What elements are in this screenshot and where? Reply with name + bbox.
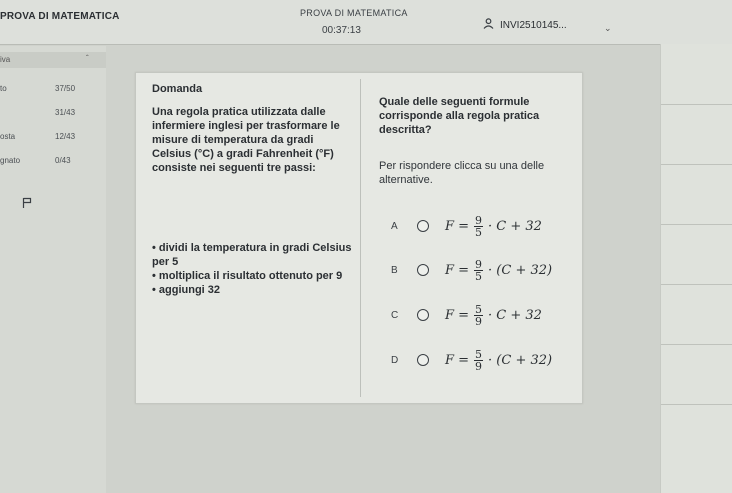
fraction-denominator: 5 [475,225,483,239]
radio-button[interactable] [417,354,429,366]
question-panel [135,72,583,404]
strip-divider [661,104,732,105]
fraction-numerator: 9 [475,213,483,227]
flag-icon[interactable] [22,196,32,214]
formula-rest: · (C + 32) [488,262,553,278]
sidebar-row-value: 31/43 [55,108,76,117]
panel-divider [360,79,361,397]
formula-rest: · C + 32 [488,218,542,234]
option-a[interactable] [391,209,571,243]
fraction-numerator: 9 [475,257,483,271]
user-menu[interactable] [483,18,567,32]
exam-title: PROVA DI MATEMATICA [300,8,408,18]
option-d[interactable] [391,343,571,377]
answer-prompt: Quale delle seguenti formule corrisponde alla regola pratica descritta? [379,96,540,136]
sidebar-row-label: osta [0,132,16,141]
user-icon [483,18,494,32]
sidebar-row-label: gnato [0,156,21,165]
strip-divider [661,344,732,345]
strip-divider [661,404,732,405]
sidebar-row-answered [0,130,106,150]
option-formula: F = $\frac{5}{9}$ · C + 32 [445,302,542,328]
timer: 00:37:13 [322,25,361,36]
chevron-down-icon[interactable]: ⌄ [604,23,612,33]
sidebar-row-value: 0/43 [55,156,71,165]
strip-divider [661,224,732,225]
fraction-numerator: 5 [475,302,483,316]
question-title: Domanda [152,83,203,95]
formula-rest: · (C + 32) [488,352,553,368]
option-letter: D [391,354,399,366]
radio-button[interactable] [417,264,429,276]
top-bar [0,0,732,45]
fraction-numerator: 5 [475,347,483,361]
radio-button[interactable] [417,309,429,321]
sidebar-section-label: iva [0,55,11,64]
right-strip [660,44,732,493]
radio-button[interactable] [417,220,429,232]
formula-rest: · C + 32 [488,307,542,323]
fraction-denominator: 9 [475,314,483,328]
question-steps [152,241,362,297]
option-c[interactable] [391,298,571,332]
option-formula: F = $\frac{9}{5}$ · (C + 32) [445,257,553,283]
strip-divider [661,164,732,165]
sidebar-row-total [0,82,106,102]
sidebar [0,46,106,493]
app-title: PROVA DI MATEMATICA [0,11,120,22]
answer-hint: Per rispondere clicca su una delle alternative. [379,160,545,186]
strip-divider [661,284,732,285]
user-id: INVI2510145... [500,19,567,31]
sidebar-row-value: 37/50 [55,84,76,93]
step-item: • moltiplica il risultato ottenuto per 9 [152,270,343,282]
question-text: Una regola pratica utilizzata dalle infermiere inglesi per trasformare le misure di temperatura da gradi Celsius (°C) a gradi Fahrenheit (°F) consiste nei seguenti tre passi: [152,106,340,174]
sidebar-row-label: to [0,84,7,93]
option-letter: A [391,220,398,232]
option-letter: B [391,264,398,276]
option-formula: F = $\frac{9}{5}$ · C + 32 [445,213,542,239]
step-item: • dividi la temperatura in gradi Celsius per 5 [152,242,352,268]
option-b[interactable] [391,253,571,287]
sidebar-row-seen [0,106,106,126]
option-letter: C [391,309,399,321]
option-formula: F = $\frac{5}{9}$ · (C + 32) [445,347,553,373]
fraction-denominator: 9 [475,359,483,373]
caret-up-icon: ˆ [86,54,89,63]
fraction-denominator: 5 [475,269,483,283]
sidebar-section-header[interactable] [0,52,106,68]
sidebar-row-flagged [0,154,106,174]
step-item: • aggiungi 32 [152,284,221,296]
sidebar-row-value: 12/43 [55,132,76,141]
